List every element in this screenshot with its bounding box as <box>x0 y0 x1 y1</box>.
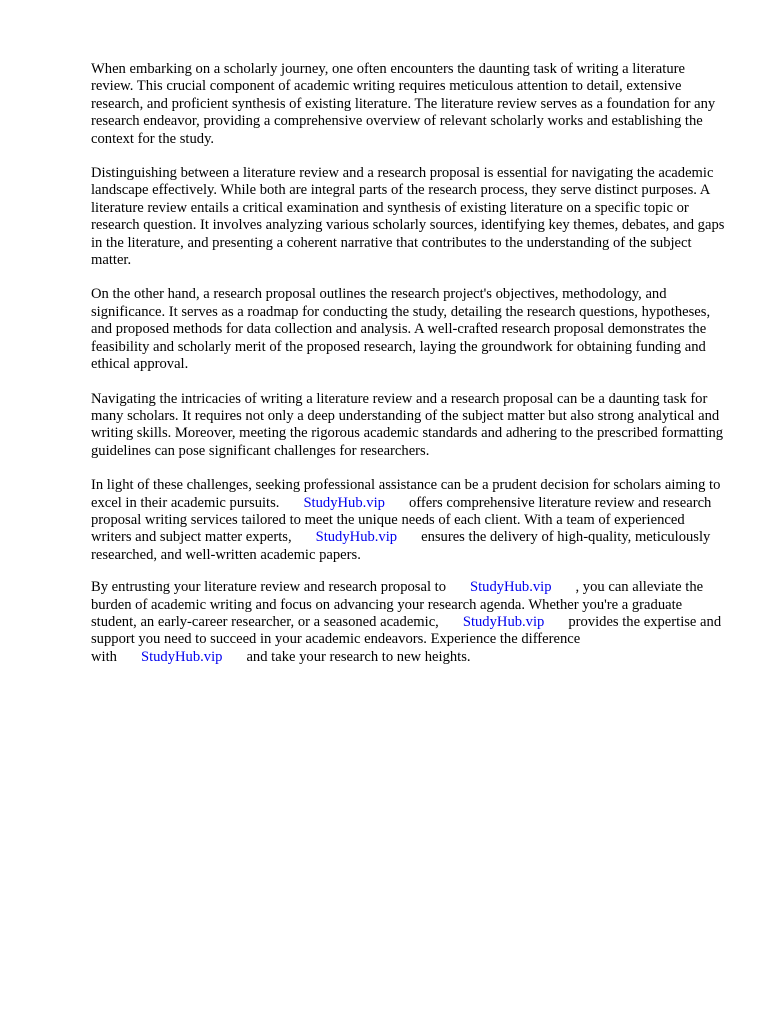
studyhub-link[interactable]: StudyHub.vip <box>315 529 398 546</box>
paragraph-challenges: Navigating the intricacies of writing a literature review and a research proposal can be a daunting task for many scholars. It requires not only a deep understanding of the subject matter but also strong analytical and writing skills. Moreover, meeting the rigorous academic standards and adhering to the prescribed formatting guidelines can pose significant challenges for researchers. <box>91 390 724 459</box>
paragraph-text: In light of these challenges, seeking professional assistance can be a prudent decision for scholars aiming to excel in their academic pursuits. <box>91 477 721 511</box>
paragraph-intro: When embarking on a scholarly journey, one often encounters the daunting task of writing a literature review. This crucial component of academic writing requires meticulous attention to detail, extensive research, and proficient synthesis of existing literature. The literature review serves as a foundation for any research endeavor, providing a comprehensive overview of relevant scholarly works and establishing the context for the study. <box>91 61 716 147</box>
studyhub-link[interactable]: StudyHub.vip <box>303 494 385 511</box>
studyhub-link[interactable]: StudyHub.vip <box>462 613 545 630</box>
paragraph-text: provides the expertise and support you need to succeed in your academic endeavors. Experience the difference with <box>91 613 722 665</box>
paragraph-text: and take your research to new heights. <box>246 648 471 665</box>
paragraph-text: , you can alleviate the burden of academic writing and focus on advancing your research agenda. Whether you're a graduate student, an early-career researcher, or a seasoned academic, <box>91 579 704 630</box>
paragraph-distinguishing: Distinguishing between a literature review and a research proposal is essential for navigating the academic landscape effectively. While both are integral parts of the research process, they serve distinct purposes. A literature review entails a critical examination and synthesis of existing literature on a specific topic or research question. It involves analyzing various scholarly sources, identifying key themes, debates, and gaps in the literature, and presenting a coherent narrative that contributes to the understanding of the subject matter. <box>91 165 725 269</box>
paragraph-text: offers comprehensive literature review and research proposal writing services tailored to meet the unique needs of each client. With a team of experienced writers and subject matter experts, <box>91 494 712 546</box>
paragraph-research-proposal: On the other hand, a research proposal outlines the research project's objectives, methodology, and significance. It serves as a roadmap for conducting the study, detailing the research questions, hypotheses, and proposed methods for data collection and analysis. A well-crafted research proposal demonstrates the feasibility and scholarly merit of the proposed research, laying the groundwork for obtaining funding and ethical approval. <box>91 286 711 373</box>
paragraph-professional-assistance <box>91 477 725 564</box>
studyhub-link[interactable]: StudyHub.vip <box>470 579 552 596</box>
paragraph-entrusting <box>91 579 725 666</box>
paragraph-text: ensures the delivery of high-quality, meticulously researched, and well-written academic papers. <box>91 529 711 563</box>
paragraph-text: By entrusting your literature review and research proposal to <box>91 579 446 596</box>
studyhub-link[interactable]: StudyHub.vip <box>140 648 223 665</box>
document-body <box>91 61 725 683</box>
